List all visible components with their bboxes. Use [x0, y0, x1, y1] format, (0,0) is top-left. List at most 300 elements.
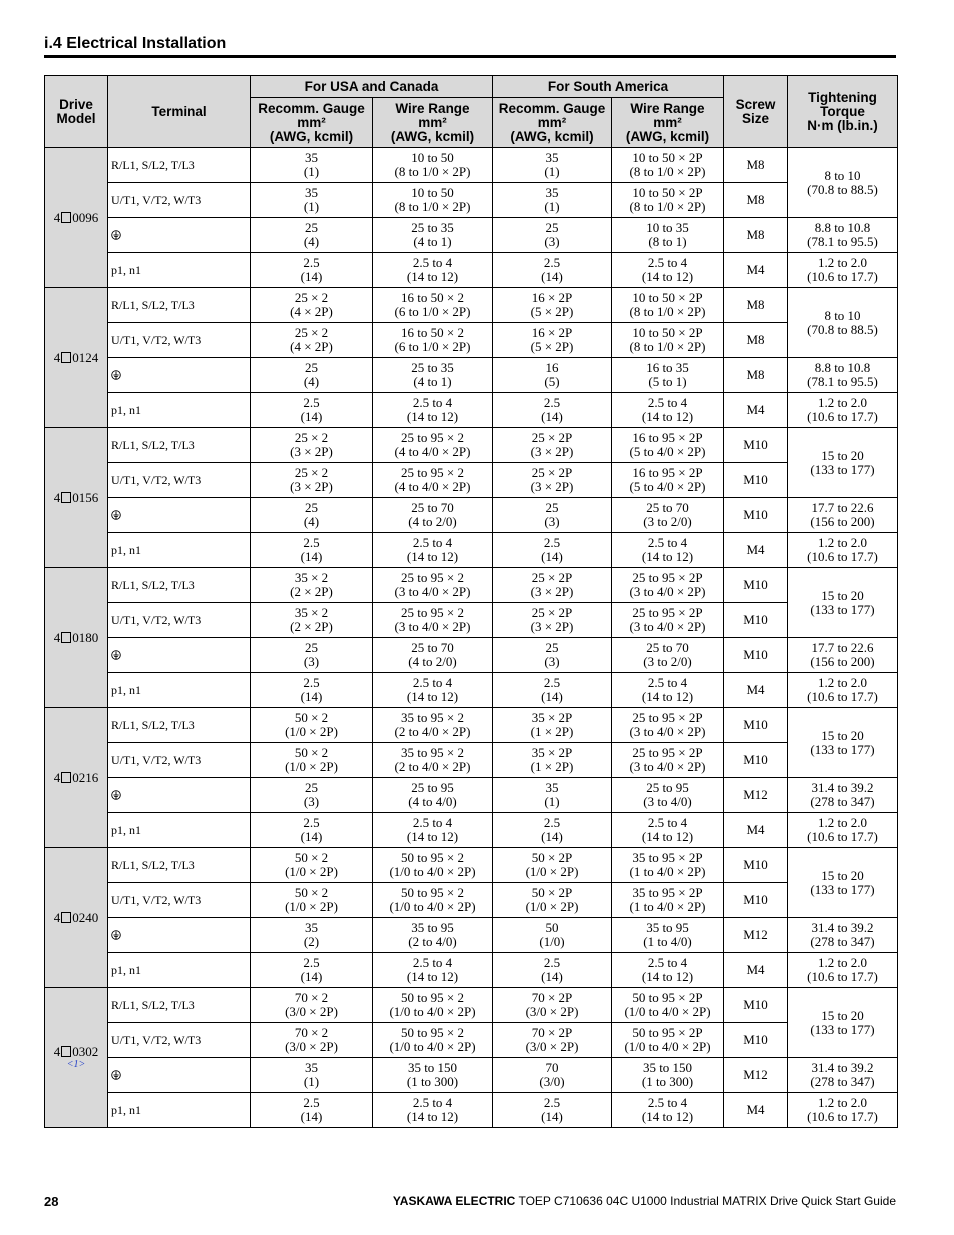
usa-gauge-cell — [251, 778, 373, 813]
table-row — [45, 673, 898, 708]
usa-gauge-line2: (1/0 × 2P) — [285, 759, 338, 774]
torque-line2: (10.6 to 17.7) — [807, 1109, 878, 1124]
table-row — [45, 953, 898, 988]
sa-range-line2: (14 to 12) — [641, 829, 694, 844]
sa-range-line1: 2.5 to 4 — [647, 815, 688, 830]
usa-range-line1: 35 to 150 — [407, 1060, 458, 1075]
torque-cell — [788, 148, 898, 218]
sa-gauge-line1: 16 × 2P — [531, 325, 573, 340]
torque-line2: (78.1 to 95.5) — [807, 234, 878, 249]
torque-line2: (278 to 347) — [810, 1074, 875, 1089]
drive-model-cell — [45, 288, 108, 428]
usa-range-line1: 25 to 95 × 2 — [401, 570, 464, 585]
usa-gauge-line2: (3) — [303, 794, 320, 809]
sa-gauge-cell — [493, 638, 612, 673]
model-code: 0302 — [72, 1044, 99, 1059]
sa-gauge-cell — [493, 1058, 612, 1093]
sa-range-cell — [612, 918, 724, 953]
sa-gauge-line1: 2.5 — [543, 955, 561, 970]
header-unit: mm² — [418, 114, 447, 130]
sa-gauge-cell — [493, 918, 612, 953]
ground-icon — [111, 650, 121, 660]
usa-gauge-cell — [251, 848, 373, 883]
usa-range-line2: (2 to 4/0) — [408, 934, 457, 949]
torque-line2: (133 to 177) — [810, 1021, 875, 1037]
sa-gauge-line2: (5) — [544, 374, 560, 389]
sa-range-line1: 16 to 95 × 2P — [632, 465, 703, 480]
sa-range-line1: 25 to 95 × 2P — [632, 710, 703, 725]
table-row — [45, 743, 898, 778]
table-row — [45, 638, 898, 673]
sa-range-cell — [612, 1023, 724, 1058]
screw-size-cell: M8 — [724, 288, 788, 323]
model-prefix: 4 — [53, 629, 61, 645]
torque-cell — [788, 918, 898, 953]
sa-gauge-line1: 25 × 2P — [531, 430, 573, 445]
sa-range-cell — [612, 708, 724, 743]
torque-cell — [788, 253, 898, 288]
usa-gauge-line2: (3/0 × 2P) — [285, 1039, 338, 1054]
header-torque — [788, 76, 898, 148]
sa-gauge-cell — [493, 533, 612, 568]
screw-size-cell: M8 — [724, 358, 788, 393]
screw-size-cell: M10 — [724, 498, 788, 533]
screw-size-cell: M10 — [724, 568, 788, 603]
table-body — [45, 148, 898, 1128]
usa-range-line1: 16 to 50 × 2 — [401, 290, 464, 305]
torque-line2: (70.8 to 88.5) — [807, 321, 878, 337]
table-row — [45, 778, 898, 813]
usa-gauge-cell — [251, 323, 373, 358]
table-row — [45, 1023, 898, 1058]
sa-range-cell — [612, 183, 724, 218]
table-row — [45, 848, 898, 883]
screw-size-cell: M4 — [724, 673, 788, 708]
screw-size-cell: M10 — [724, 1023, 788, 1058]
usa-gauge-line2: (1) — [303, 1074, 320, 1089]
sa-range-cell — [612, 288, 724, 323]
sa-gauge-line1: 2.5 — [543, 1095, 561, 1110]
sa-range-line1: 2.5 to 4 — [647, 255, 688, 270]
usa-gauge-line2: (1/0 × 2P) — [285, 864, 338, 879]
sa-range-cell — [612, 813, 724, 848]
sa-range-cell — [612, 883, 724, 918]
usa-range-cell — [373, 1023, 493, 1058]
sa-range-cell — [612, 498, 724, 533]
usa-range-cell — [373, 393, 493, 428]
usa-range-line1: 35 to 95 — [411, 920, 454, 935]
section-header — [44, 33, 896, 58]
usa-gauge-cell — [251, 568, 373, 603]
header-screw-size: Screw Size — [724, 76, 788, 148]
sa-range-cell — [612, 743, 724, 778]
sa-gauge-line2: (14) — [541, 829, 563, 844]
torque-cell — [788, 428, 898, 498]
usa-gauge-line1: 35 — [305, 150, 318, 165]
sa-gauge-line1: 2.5 — [543, 255, 561, 270]
sa-gauge-cell — [493, 568, 612, 603]
usa-range-line1: 25 to 95 × 2 — [401, 465, 464, 480]
terminal-input: R/L1, S/L2, T/L3 — [108, 428, 251, 463]
terminal-input: R/L1, S/L2, T/L3 — [108, 848, 251, 883]
model-prefix: 4 — [53, 1044, 61, 1059]
usa-range-cell — [373, 428, 493, 463]
usa-range-line2: (1/0 to 4/0 × 2P) — [389, 1039, 476, 1054]
usa-gauge-cell — [251, 1058, 373, 1093]
usa-gauge-line2: (1) — [303, 164, 320, 179]
sa-range-line2: (1 to 4/0 × 2P) — [629, 899, 706, 914]
usa-range-line1: 2.5 to 4 — [412, 955, 453, 970]
header-usa-gauge — [251, 98, 373, 148]
screw-size-cell: M4 — [724, 253, 788, 288]
usa-gauge-line1: 25 — [305, 500, 318, 515]
torque-line2: (10.6 to 17.7) — [807, 969, 878, 984]
sa-range-line1: 2.5 to 4 — [647, 955, 688, 970]
placeholder-box-icon — [61, 1046, 71, 1057]
usa-gauge-line1: 2.5 — [303, 1095, 320, 1110]
sa-gauge-cell — [493, 323, 612, 358]
sa-range-cell — [612, 603, 724, 638]
wire-gauge-table — [44, 75, 898, 1128]
terminal-dc: p1, n1 — [108, 953, 251, 988]
header-label: Wire Range — [395, 100, 470, 116]
screw-size-cell: M12 — [724, 918, 788, 953]
usa-range-cell — [373, 288, 493, 323]
usa-gauge-line1: 25 × 2 — [294, 290, 329, 305]
sa-gauge-line2: (3) — [544, 514, 560, 529]
terminal-ground — [108, 918, 251, 953]
terminal-ground — [108, 638, 251, 673]
table-row — [45, 393, 898, 428]
drive-model-cell — [45, 848, 108, 988]
usa-gauge-cell — [251, 533, 373, 568]
sa-range-cell — [612, 323, 724, 358]
sa-range-line2: (8 to 1/0 × 2P) — [629, 339, 706, 354]
usa-gauge-line1: 35 — [305, 1060, 318, 1075]
terminal-dc: p1, n1 — [108, 813, 251, 848]
sa-range-cell — [612, 568, 724, 603]
screw-size-cell: M8 — [724, 183, 788, 218]
torque-cell — [788, 848, 898, 918]
sa-range-line2: (1 to 4/0) — [643, 934, 692, 949]
sa-range-cell — [612, 673, 724, 708]
torque-line2: (156 to 200) — [810, 654, 875, 669]
usa-range-cell — [373, 183, 493, 218]
sa-gauge-cell — [493, 743, 612, 778]
sa-gauge-line1: 70 — [545, 1060, 559, 1075]
table-row — [45, 533, 898, 568]
usa-gauge-line1: 35 × 2 — [294, 570, 329, 585]
sa-gauge-cell — [493, 1093, 612, 1128]
drive-model-cell — [45, 428, 108, 568]
header-unit: mm² — [653, 114, 682, 130]
torque-line2: (133 to 177) — [810, 741, 875, 757]
torque-cell — [788, 988, 898, 1058]
sa-gauge-line2: (1) — [544, 199, 560, 214]
usa-gauge-line1: 2.5 — [303, 675, 320, 690]
usa-gauge-cell — [251, 148, 373, 183]
torque-line2: (10.6 to 17.7) — [807, 829, 878, 844]
footnote-link[interactable]: <1> — [66, 1059, 86, 1070]
sa-gauge-cell — [493, 988, 612, 1023]
table-row — [45, 708, 898, 743]
terminal-output: U/T1, V/T2, W/T3 — [108, 463, 251, 498]
sa-gauge-line1: 2.5 — [543, 815, 561, 830]
torque-line1: 1.2 to 2.0 — [817, 255, 868, 270]
sa-gauge-line1: 25 — [545, 640, 559, 655]
sa-gauge-line1: 35 — [545, 185, 559, 200]
torque-line2: (10.6 to 17.7) — [807, 689, 878, 704]
terminal-output: U/T1, V/T2, W/T3 — [108, 323, 251, 358]
terminal-input: R/L1, S/L2, T/L3 — [108, 988, 251, 1023]
model-code: 0180 — [72, 629, 99, 645]
torque-cell — [788, 673, 898, 708]
screw-size-cell: M8 — [724, 323, 788, 358]
header-awg: (AWG, kcmil) — [625, 128, 710, 144]
screw-size-cell: M10 — [724, 743, 788, 778]
torque-cell — [788, 358, 898, 393]
usa-range-line1: 25 to 35 — [411, 220, 454, 235]
usa-gauge-cell — [251, 918, 373, 953]
usa-range-line2: (1 to 300) — [406, 1074, 459, 1089]
usa-gauge-line1: 25 × 2 — [294, 430, 329, 445]
sa-gauge-line2: (1 × 2P) — [530, 759, 574, 774]
usa-range-cell — [373, 918, 493, 953]
sa-range-line1: 10 to 50 × 2P — [632, 185, 703, 200]
usa-range-cell — [373, 253, 493, 288]
usa-gauge-cell — [251, 813, 373, 848]
usa-range-line2: (4 to 2/0) — [408, 654, 457, 669]
torque-cell — [788, 1058, 898, 1093]
usa-gauge-line1: 50 × 2 — [294, 885, 329, 900]
usa-gauge-cell — [251, 708, 373, 743]
usa-gauge-cell — [251, 498, 373, 533]
sa-range-line2: (14 to 12) — [641, 689, 694, 704]
usa-range-cell — [373, 813, 493, 848]
sa-gauge-cell — [493, 148, 612, 183]
header-drive-model: Drive Model — [45, 76, 108, 148]
table-row — [45, 813, 898, 848]
usa-gauge-line2: (14) — [300, 549, 323, 564]
sa-range-line2: (5 to 4/0 × 2P) — [629, 444, 706, 459]
usa-gauge-line2: (1) — [303, 199, 320, 214]
usa-gauge-line1: 50 × 2 — [294, 850, 329, 865]
sa-gauge-line2: (14) — [541, 409, 563, 424]
sa-range-line2: (3 to 4/0 × 2P) — [629, 584, 706, 599]
usa-gauge-line1: 35 × 2 — [294, 605, 329, 620]
sa-range-line2: (14 to 12) — [641, 1109, 694, 1124]
usa-gauge-line1: 2.5 — [303, 815, 320, 830]
torque-cell — [788, 498, 898, 533]
usa-gauge-line2: (3) — [303, 654, 320, 669]
sa-range-cell — [612, 988, 724, 1023]
sa-range-line1: 25 to 95 × 2P — [632, 570, 703, 585]
sa-gauge-cell — [493, 953, 612, 988]
drive-model-cell — [45, 148, 108, 288]
sa-gauge-line2: (5 × 2P) — [530, 304, 574, 319]
header-awg: (AWG, kcmil) — [390, 128, 475, 144]
usa-range-line2: (1/0 to 4/0 × 2P) — [389, 1004, 476, 1019]
sa-range-cell — [612, 358, 724, 393]
usa-gauge-line2: (2 × 2P) — [290, 619, 333, 634]
header-sa-range — [612, 98, 724, 148]
usa-range-cell — [373, 673, 493, 708]
sa-gauge-cell — [493, 253, 612, 288]
usa-gauge-cell — [251, 183, 373, 218]
usa-range-line2: (4 to 4/0) — [408, 794, 457, 809]
usa-range-line1: 2.5 to 4 — [412, 535, 453, 550]
sa-gauge-line2: (3 × 2P) — [530, 444, 574, 459]
ground-icon — [111, 230, 121, 240]
usa-range-line1: 25 to 95 × 2 — [401, 605, 464, 620]
model-prefix: 4 — [53, 769, 61, 785]
sa-range-line2: (3 to 4/0 × 2P) — [629, 619, 706, 634]
placeholder-box-icon — [61, 492, 71, 503]
sa-gauge-cell — [493, 848, 612, 883]
table-row — [45, 498, 898, 533]
usa-gauge-line2: (14) — [300, 829, 323, 844]
usa-gauge-line2: (4 × 2P) — [290, 304, 333, 319]
sa-gauge-cell — [493, 393, 612, 428]
sa-range-line1: 16 to 95 × 2P — [632, 430, 703, 445]
terminal-ground — [108, 1058, 251, 1093]
terminal-output: U/T1, V/T2, W/T3 — [108, 1023, 251, 1058]
sa-gauge-line2: (3 × 2P) — [530, 584, 574, 599]
sa-range-line1: 50 to 95 × 2P — [632, 990, 703, 1005]
sa-range-line1: 25 to 95 × 2P — [632, 605, 703, 620]
torque-line1: 8.8 to 10.8 — [814, 360, 871, 375]
table-row — [45, 358, 898, 393]
model-prefix: 4 — [53, 349, 61, 365]
usa-range-line2: (14 to 12) — [406, 969, 459, 984]
usa-gauge-line1: 50 × 2 — [294, 710, 329, 725]
usa-range-line1: 25 to 95 — [411, 780, 454, 795]
torque-cell — [788, 568, 898, 638]
usa-gauge-line2: (14) — [300, 689, 323, 704]
sa-range-cell — [612, 848, 724, 883]
drive-model-cell — [45, 568, 108, 708]
sa-gauge-line1: 2.5 — [543, 395, 561, 410]
usa-gauge-cell — [251, 463, 373, 498]
usa-range-line1: 25 to 35 — [411, 360, 454, 375]
usa-gauge-line2: (1/0 × 2P) — [285, 899, 338, 914]
ground-icon — [111, 1070, 121, 1080]
torque-line2: (133 to 177) — [810, 461, 875, 477]
torque-line1: 1.2 to 2.0 — [817, 815, 868, 830]
torque-line2: (70.8 to 88.5) — [807, 181, 878, 197]
sa-gauge-line2: (3/0 × 2P) — [525, 1004, 579, 1019]
torque-line1: 17.7 to 22.6 — [811, 640, 874, 655]
screw-size-cell: M10 — [724, 638, 788, 673]
usa-range-cell — [373, 953, 493, 988]
table-row — [45, 988, 898, 1023]
screw-size-cell: M10 — [724, 428, 788, 463]
usa-range-cell — [373, 638, 493, 673]
ground-icon — [111, 930, 121, 940]
table-row — [45, 918, 898, 953]
torque-line2: (10.6 to 17.7) — [807, 549, 878, 564]
sa-gauge-cell — [493, 183, 612, 218]
sa-range-cell — [612, 778, 724, 813]
table-row — [45, 218, 898, 253]
table-row — [45, 148, 898, 183]
usa-gauge-cell — [251, 288, 373, 323]
sa-gauge-line2: (14) — [541, 269, 563, 284]
usa-range-line1: 35 to 95 × 2 — [401, 745, 464, 760]
terminal-dc: p1, n1 — [108, 1093, 251, 1128]
sa-range-line2: (1/0 to 4/0 × 2P) — [624, 1039, 711, 1054]
sa-gauge-cell — [493, 288, 612, 323]
terminal-dc: p1, n1 — [108, 673, 251, 708]
screw-size-cell: M4 — [724, 813, 788, 848]
torque-line1: 1.2 to 2.0 — [817, 1095, 868, 1110]
usa-range-line2: (4 to 4/0 × 2P) — [394, 479, 471, 494]
placeholder-box-icon — [61, 772, 71, 783]
section-title: i.4 Electrical Installation — [44, 35, 227, 52]
sa-range-line2: (3 to 4/0 × 2P) — [629, 759, 706, 774]
usa-range-line2: (4 to 1) — [413, 374, 452, 389]
placeholder-box-icon — [61, 912, 71, 923]
sa-gauge-line2: (3/0) — [539, 1074, 565, 1089]
terminal-ground — [108, 358, 251, 393]
sa-gauge-line1: 25 — [545, 500, 559, 515]
usa-range-line2: (4 to 2/0) — [408, 514, 457, 529]
torque-line1: 15 to 20 — [821, 727, 864, 743]
header-usa-canada: For USA and Canada — [251, 76, 493, 98]
usa-range-line2: (14 to 12) — [406, 549, 459, 564]
sa-range-line1: 2.5 to 4 — [647, 1095, 688, 1110]
usa-gauge-line2: (2) — [303, 934, 320, 949]
table-row — [45, 288, 898, 323]
usa-gauge-cell — [251, 953, 373, 988]
usa-range-line1: 25 to 70 — [411, 640, 454, 655]
sa-range-cell — [612, 953, 724, 988]
sa-gauge-line2: (5 × 2P) — [530, 339, 574, 354]
usa-gauge-line2: (4) — [303, 374, 320, 389]
torque-cell — [788, 533, 898, 568]
sa-gauge-line2: (3 × 2P) — [530, 479, 574, 494]
drive-model-cell — [45, 708, 108, 848]
screw-size-cell: M8 — [724, 148, 788, 183]
torque-line2: (10.6 to 17.7) — [807, 269, 878, 284]
torque-line1: 31.4 to 39.2 — [811, 920, 874, 935]
sa-range-cell — [612, 218, 724, 253]
table-row — [45, 1093, 898, 1128]
header-label: Recomm. Gauge — [258, 100, 365, 116]
terminal-input: R/L1, S/L2, T/L3 — [108, 148, 251, 183]
usa-gauge-line2: (3 × 2P) — [290, 479, 333, 494]
usa-range-cell — [373, 463, 493, 498]
sa-gauge-cell — [493, 463, 612, 498]
sa-range-line2: (5 to 4/0 × 2P) — [629, 479, 706, 494]
sa-range-cell — [612, 428, 724, 463]
usa-range-line2: (3 to 4/0 × 2P) — [394, 619, 471, 634]
sa-gauge-line1: 35 — [545, 780, 559, 795]
sa-range-line1: 10 to 50 × 2P — [632, 325, 703, 340]
sa-gauge-line2: (3/0 × 2P) — [525, 1039, 579, 1054]
usa-gauge-line1: 2.5 — [303, 955, 320, 970]
terminal-ground — [108, 498, 251, 533]
model-prefix: 4 — [53, 909, 61, 925]
screw-size-cell: M4 — [724, 533, 788, 568]
sa-gauge-cell — [493, 428, 612, 463]
model-code: 0240 — [72, 909, 99, 925]
sa-gauge-cell — [493, 778, 612, 813]
table-row — [45, 463, 898, 498]
torque-cell — [788, 288, 898, 358]
usa-range-cell — [373, 848, 493, 883]
usa-gauge-line2: (14) — [300, 269, 323, 284]
